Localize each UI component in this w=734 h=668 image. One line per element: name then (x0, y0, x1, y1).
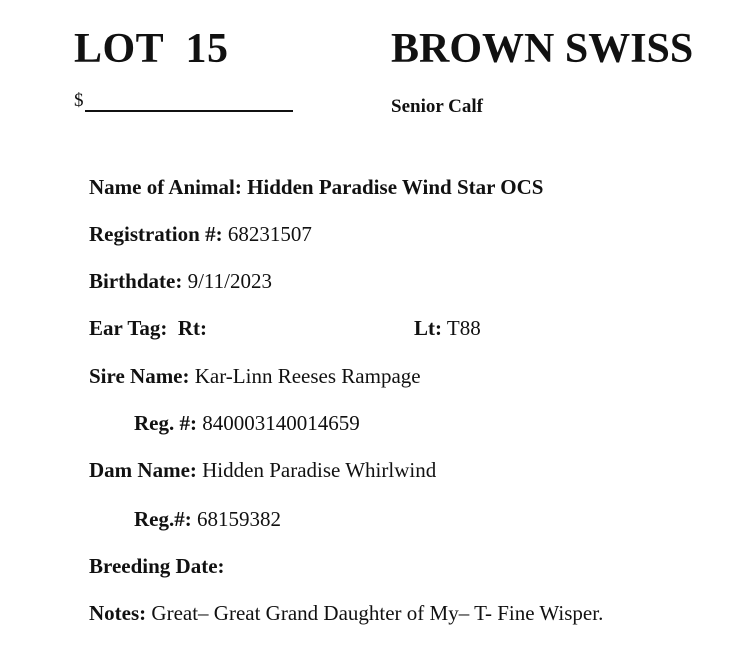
breed-title: BROWN SWISS (391, 26, 694, 72)
ear-tag-rt-label: Ear Tag: Rt: (89, 316, 208, 340)
birthdate-label: Birthdate: (89, 269, 183, 293)
sire-reg-label: Reg. #: (134, 411, 197, 435)
registration-label: Registration #: (89, 222, 223, 246)
lot-number: LOT 15 (74, 26, 229, 72)
breeding-date-label: Breeding Date: (89, 554, 225, 578)
dam-reg-row (134, 506, 281, 532)
price-field (74, 90, 293, 112)
ear-tag-lt-value: T88 (446, 316, 481, 340)
ear-tag-lt-label: Lt: (414, 316, 442, 340)
birthdate-value: 9/11/2023 (187, 269, 272, 293)
sire-label: Sire Name: (89, 364, 190, 388)
sire-row (89, 363, 421, 389)
registration-value: 68231507 (227, 222, 312, 246)
dam-reg-label: Reg.#: (134, 507, 192, 531)
registration-row (89, 221, 312, 247)
birthdate-row (89, 268, 272, 294)
sire-value: Kar-Linn Reeses Rampage (194, 364, 421, 388)
animal-name-row (89, 174, 544, 200)
ear-tag-lt (414, 315, 481, 341)
dam-row (89, 457, 436, 483)
animal-name-value: Hidden Paradise Wind Star OCS (247, 175, 544, 199)
notes-value: Great– Great Grand Daughter of My– T- Fine Wisper. (151, 601, 604, 625)
calf-class: Senior Calf (391, 96, 484, 117)
dollar-sign: $ (74, 90, 84, 111)
price-blank-line (85, 93, 293, 112)
notes-row (89, 600, 603, 626)
breeding-date-row (89, 553, 225, 579)
notes-label: Notes: (89, 601, 147, 625)
dam-label: Dam Name: (89, 458, 197, 482)
ear-tag-row (89, 315, 589, 341)
dam-value: Hidden Paradise Whirlwind (202, 458, 437, 482)
animal-name-label: Name of Animal: (89, 175, 242, 199)
dam-reg-value: 68159382 (196, 507, 281, 531)
sire-reg-row (134, 410, 360, 436)
sire-reg-value: 840003140014659 (202, 411, 360, 435)
